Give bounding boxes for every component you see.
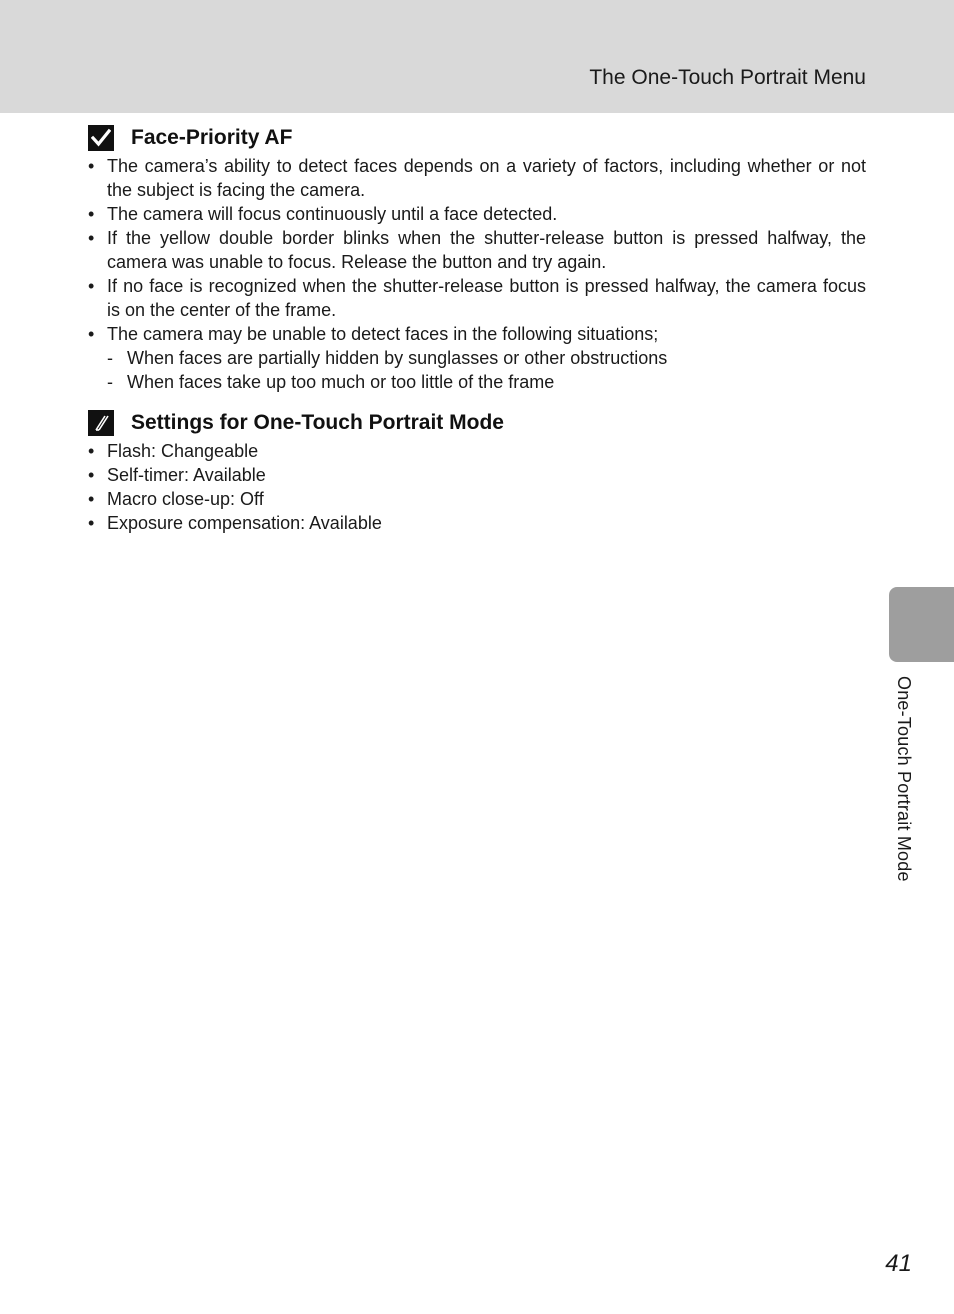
list-item: • The camera will focus continuously until a face detected.: [88, 202, 866, 226]
section-heading: [88, 407, 866, 439]
bullet-list: [88, 154, 866, 394]
side-thumb-tab: [889, 587, 954, 662]
pencil-note-icon: [88, 410, 114, 436]
list-item: • The camera’s ability to detect faces depends on a variety of factors, including whether or not the subject is facing the camera.: [88, 154, 866, 202]
sub-list-item: - When faces are partially hidden by sunglasses or other obstructions: [107, 346, 866, 370]
section-settings: [88, 407, 866, 535]
check-mark-icon: [88, 125, 114, 151]
list-item: • Self-timer: Available: [88, 463, 866, 487]
list-item: • Flash: Changeable: [88, 439, 866, 463]
section-face-priority-af: [88, 122, 866, 394]
list-item: • Exposure compensation: Available: [88, 511, 866, 535]
bullet-list: [88, 439, 866, 535]
list-item: • If no face is recognized when the shutter-release button is pressed halfway, the camera focus is on the center of the frame.: [88, 274, 866, 322]
sub-list-item: - When faces take up too much or too little of the frame: [107, 370, 866, 394]
sub-list: [107, 346, 866, 394]
page-content: [88, 122, 866, 535]
list-item: • Macro close-up: Off: [88, 487, 866, 511]
page-number: 41: [885, 1250, 912, 1277]
running-header-title: The One-Touch Portrait Menu: [589, 66, 866, 89]
section-heading: [88, 122, 866, 154]
section-title: Face-Priority AF: [131, 126, 293, 149]
list-item: [88, 322, 866, 394]
section-title: Settings for One-Touch Portrait Mode: [131, 411, 504, 434]
list-item: • If the yellow double border blinks when the shutter-release button is pressed halfway, the camera was unable to focus. Release the button and try again.: [88, 226, 866, 274]
header-band: [0, 0, 954, 113]
side-tab-label: One-Touch Portrait Mode: [894, 676, 914, 882]
list-item-text: The camera may be unable to detect faces in the following situations;: [107, 324, 659, 344]
